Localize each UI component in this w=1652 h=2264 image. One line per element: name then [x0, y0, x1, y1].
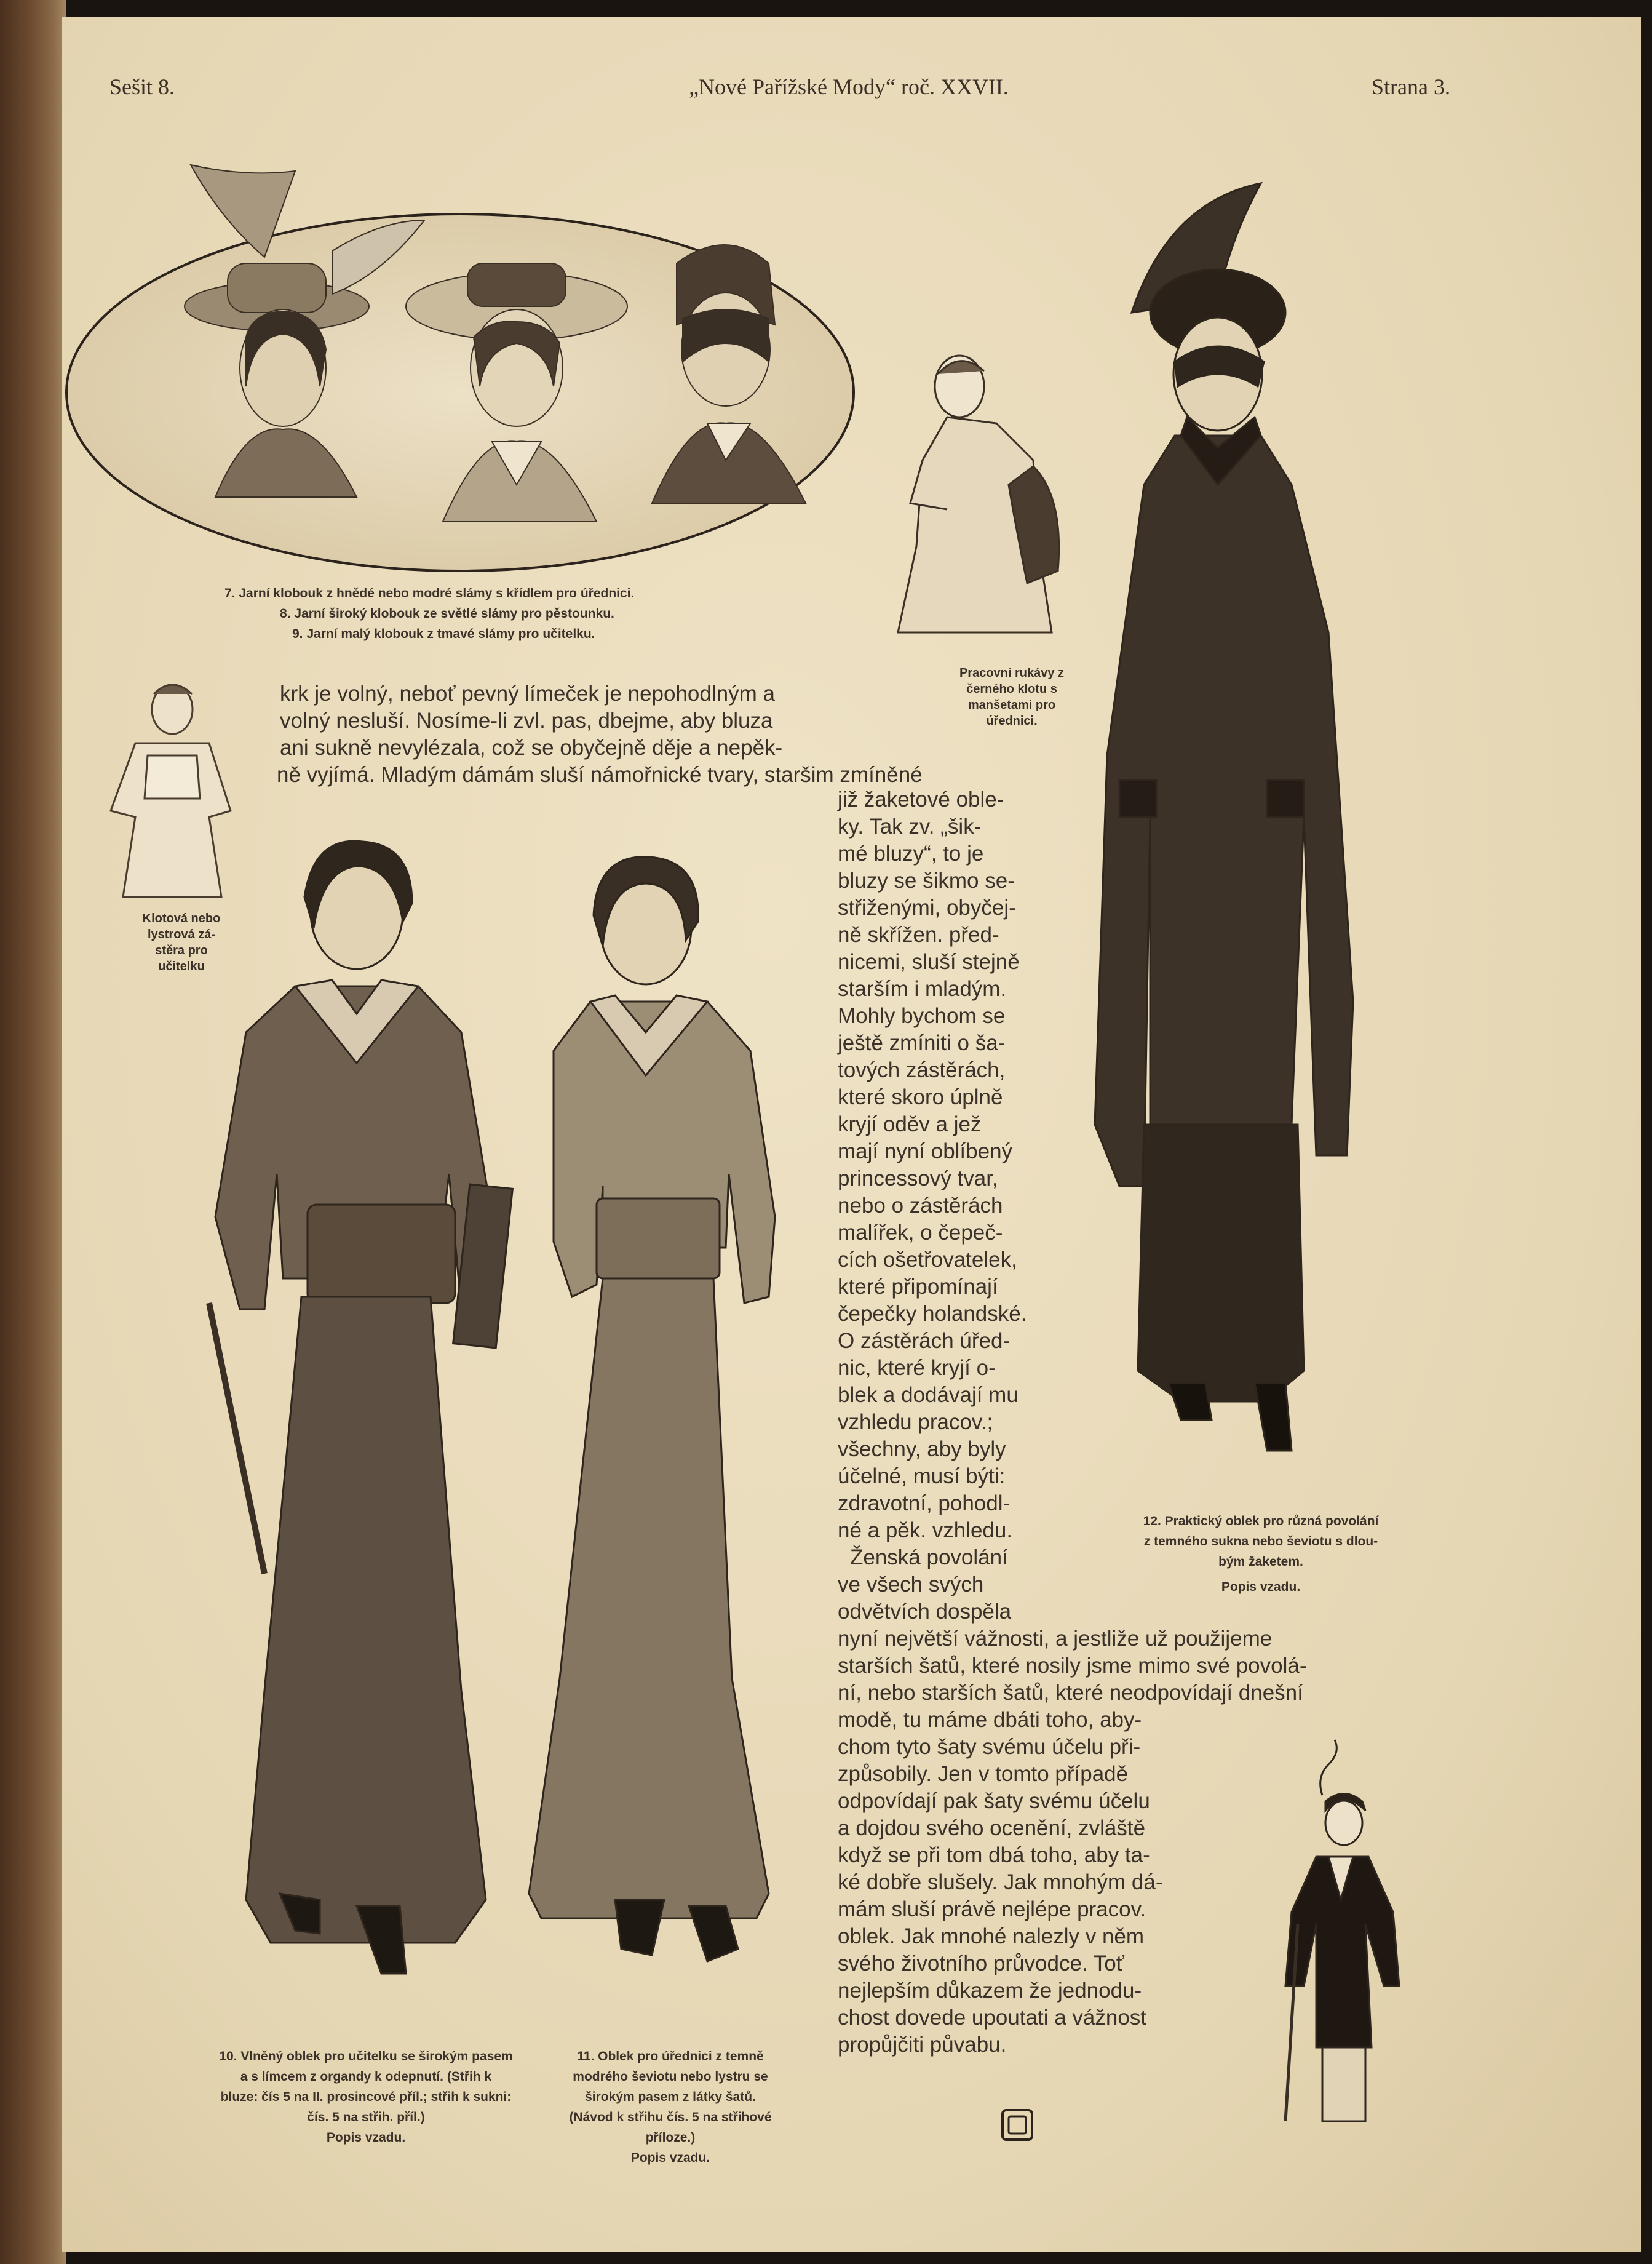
sleeves-caption: Pracovní rukávy z černého klotu s manšetami pro úřednici.: [959, 666, 1065, 728]
issue-number: Sešit 8.: [109, 74, 175, 99]
article-wide: nyní největší vážnosti, a jestliže už použijeme starších šatů, které nosily jsme mimo své povolá- ní, nebo starších šatů, které neodpovídají dnešní modě, tu máme dbáti toho, aby-: [838, 1627, 1307, 1732]
figure-10-caption: 10. Vlněný oblek pro učitelku se širokým pasem a s límcem z organdy k odepnutí. (Střih k bluze: čís 5 na II. prosincové příl.; střih k sukni: čís. 5 na střih. příl.) Popis vzadu.: [219, 2049, 513, 2145]
hat-caption-9: 9. Jarní malý klobouk z tmavé slámy pro učitelku.: [292, 627, 595, 641]
apron-caption: Klotová nebo lystrová zá- stěra pro učitelku: [142, 912, 221, 973]
figure-11-caption: 11. Oblek pro úřednici z temně modrého ševiotu nebo lystru se širokým pasem z látky šatů. (Návod k střihu čís. 5 na střihové příloze.) Popis vzadu.: [569, 2049, 772, 2165]
end-ornament-icon: [1001, 2109, 1033, 2141]
magazine-page: [62, 17, 1641, 2252]
page-number: Strana 3.: [1372, 74, 1450, 99]
figure-12-caption: 12. Praktický oblek pro různá povolání z temného sukna nebo ševiotu s dlou- bým žaketem. Popis vzadu.: [1143, 1514, 1379, 1594]
article-top: krk je volný, neboť pevný límeček je nepohodlným a volný nesluší. Nosíme-li zvl. pas, dbejme, aby bluza ani sukně nevylézala, což se obyčejně děje a nepěk- ně vyjímá. Mladým dámám sluší námořnické tvary, staršim zmíněné: [277, 682, 923, 787]
hat-caption-7: 7. Jarní klobouk z hnědé nebo modré slámy s křídlem pro úřednici.: [224, 586, 635, 600]
article-column: již žaketové oble- ky. Tak zv. „šik- mé bluzy“, to je bluzy se šikmo se- střiženými, obyčej- ně skřížen. před- nicemi, sluší stejně starším i mladým. Mohly bychom se ještě zmíniti o ša- tových zástěrách, které skoro úplně kryjí oděv a jež mají nyní oblíbený princessový tvar, nebo o zástěrách malířek, o čepeč- cích ošetřovatelek, které připomínají čepečky holandské. O zástěrách úřed- nic, které kryjí o- blek a dodávají mu vzhledu pracov.; všechny, aby byly účelné, musí býti: zdravotní, pohodl- né a pěk. vzhledu. Ženská povolání ve všech svých odvětvích dospěla: [838, 787, 1027, 1624]
book-binding-edge: [0, 0, 66, 2264]
journal-title: „Nové Pařížské Mody“ roč. XXVII.: [689, 74, 1009, 99]
article-bottom: chom tyto šaty svému účelu při- způsobily. Jen v tomto případě odpovídají pak šaty svému účelu a dojdou svého ocenění, zvláště když se při tom dbá toho, aby ta- ké dobře slušely. Jak mnohým dá- mám sluší právě nejlépe pracov. oblek. Jak mnohé nalezly v něm svého životního průvodce. Toť nejlepším důkazem že jednodu- chost dovede upoutati a vážnost propůjčiti půvabu.: [838, 1735, 1163, 2057]
hat-caption-8: 8. Jarní široký klobouk ze světlé slámy pro pěstounku.: [280, 607, 614, 621]
